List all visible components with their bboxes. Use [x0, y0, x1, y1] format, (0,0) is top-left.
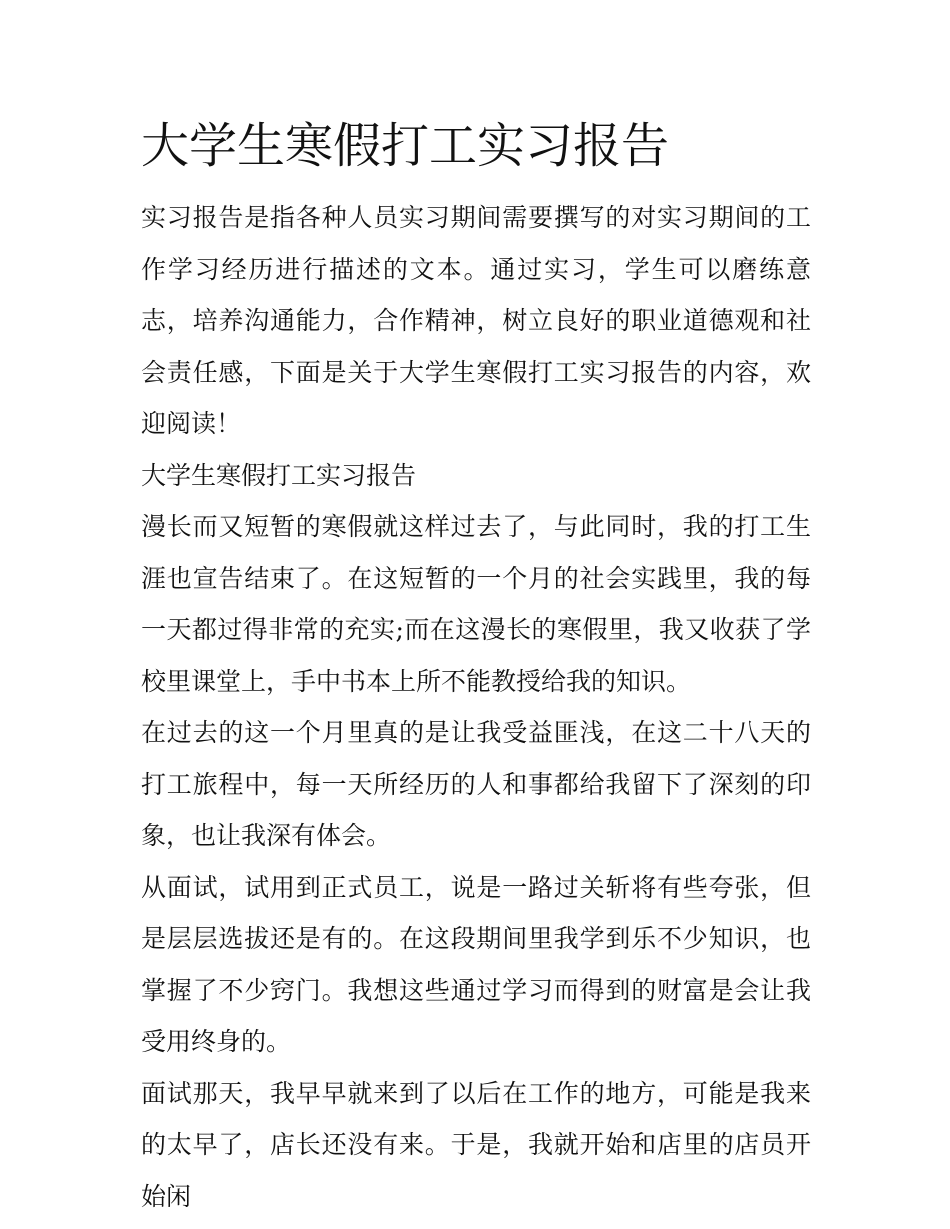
section-heading: 大学生寒假打工实习报告 — [141, 460, 417, 490]
body-paragraph: 从面试，试用到正式员工，说是一路过关斩将有些夸张，但是层层选拔还是有的。在这段期间里我学到乐不少知识，也掌握了不少窍门。我想这些通过学习而得到的财富是会让我受用终身的。 — [141, 872, 811, 1056]
body-paragraph: 漫长而又短暂的寒假就这样过去了，与此同时，我的打工生涯也宣告结束了。在这短暂的一个月的社会实践里，我的每一天都过得非常的充实;而在这漫长的寒假里，我又收获了学校里课堂上，手中书本上所不能教授给我的知识。 — [141, 512, 811, 696]
document-title: 大学生寒假打工实习报告 — [141, 118, 670, 174]
body-paragraph: 在过去的这一个月里真的是让我受益匪浅，在这二十八天的打工旅程中，每一天所经历的人和事都给我留下了深刻的印象，也让我深有体会。 — [141, 718, 811, 850]
body-paragraph: 面试那天，我早早就来到了以后在工作的地方，可能是我来的太早了，店长还没有来。于是，我就开始和店里的店员开始闲 — [141, 1078, 811, 1211]
document-page — [141, 114, 811, 1222]
intro-paragraph: 实习报告是指各种人员实习期间需要撰写的对实习期间的工作学习经历进行描述的文本。通过实习，学生可以磨练意志，培养沟通能力，合作精神，树立良好的职业道德观和社会责任感，下面是关于大学生寒假打工实习报告的内容，欢迎阅读！ — [141, 203, 811, 438]
